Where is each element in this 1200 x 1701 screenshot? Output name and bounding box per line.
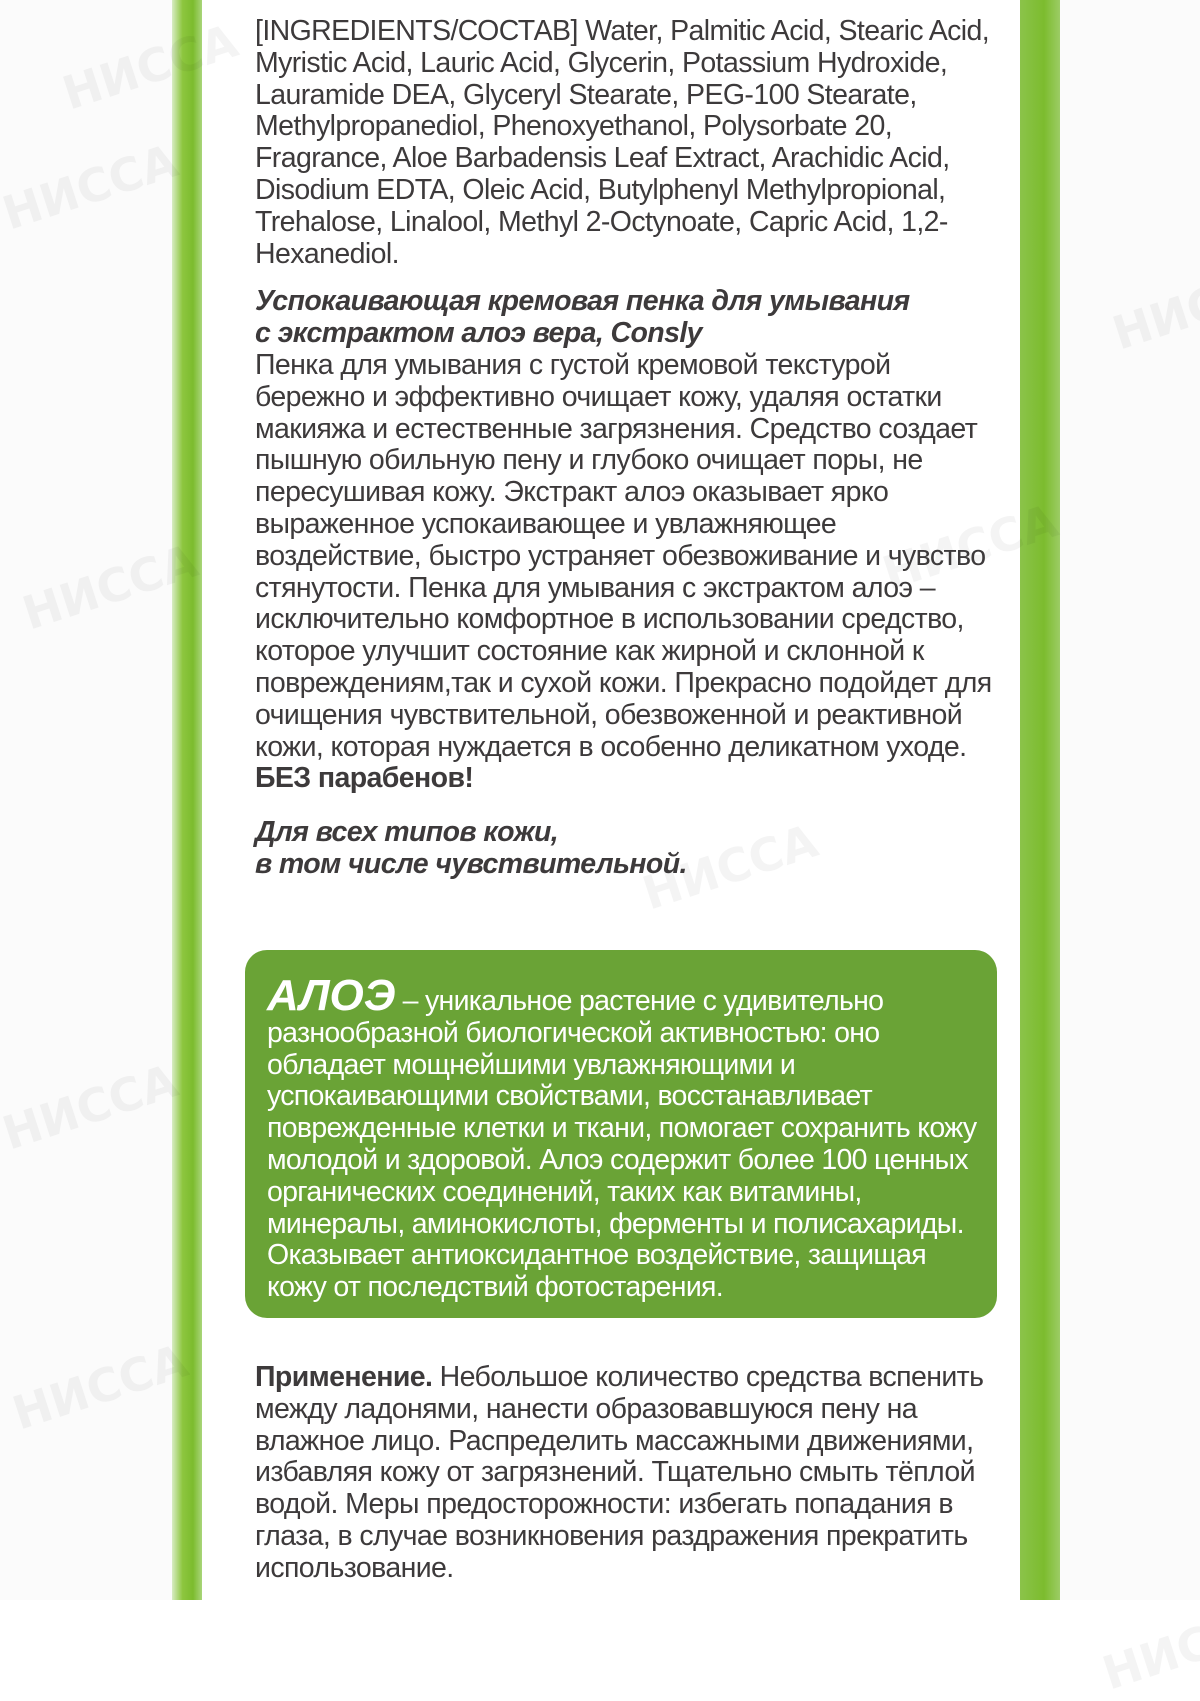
ingredients-text: Water, Palmitic Acid, Stearic Acid, Myristic Acid, Lauric Acid, Glycerin, Potassium Hydroxide, Lauramide DEA, Glyceryl Stearate, PEG-100 Stearate, Methylpropanediol, Phenoxyethanol, Polysorbate 20, Fragrance, Aloe Barbadensis Leaf Extract, Arachidic Acid, Disodium EDTA, Oleic Acid, Butylphenyl Methylpropional, Trehalose, Linalool, Methyl 2-Octynoate, Capric Acid, 1,2-Hexanediol.: [255, 15, 990, 270]
aloe-info-box: [245, 950, 997, 1318]
label-text: [255, 16, 1005, 881]
skin-type: Для всех типов кожи, в том числе чувствительной.: [255, 816, 687, 880]
no-parabens: БЕЗ парабенов!: [255, 762, 474, 795]
aloe-title: АЛОЭ: [267, 971, 396, 1020]
green-stripe-right: [1020, 0, 1060, 1600]
usage-paragraph: [255, 1362, 1005, 1585]
ingredients-paragraph: [255, 16, 1005, 270]
product-description: Пенка для умывания с густой кремовой текстурой бережно и эффективно очищает кожу, удаляя остатки макияжа и естественные загрязнения. Средство создает пышную обильную пену и глубоко очищает поры, не пересушивая кожу. Экстракт алоэ оказывает ярко выраженное успокаивающее и увлажняющее воздействие, быстро устраняет обезвоживание и чувство стянутости. Пенка для умывания с экстрактом алоэ – исключительно комфортное в использовании средство, которое улучшит состояние как жирной и склонной к повреждениям,так и сухой кожи. Прекрасно подойдет для очищения чувствительной, обезвоженной и реактивной кожи, которая нуждается в особенно деликатном уходе. БЕЗ парабенов!: [255, 348, 992, 795]
usage-label: Применение.: [255, 1361, 433, 1393]
background-right: [1060, 0, 1200, 1600]
watermark: [1096, 1593, 1200, 1700]
product-title: Успокаивающая кремовая пенка для умывания с экстрактом алоэ вера, Consly: [255, 285, 910, 350]
aloe-text: – уникальное растение с удивительно разнообразной биологической активностью: оно обладает мощнейшими увлажняющими и успокаивающими свойствами, восстанавливает поврежденные клетки и ткани, помогает сохранить кожу молодой и здоровой. Алоэ содержит более 100 ценных органических соединений, таких как витамины, минералы, аминокислоты, ферменты и полисахариды. Оказывает антиоксидантное воздействие, защищая кожу от последствий фотостарения.: [267, 985, 977, 1304]
usage-text: Небольшое количество средства вспенить между ладонями, нанести образовавшуюся пену на влажное лицо. Распределить массажными движениями, избавляя кожу от загрязнений. Тщательно смыть тёплой водой. Меры предосторожности: избегать попадания в глаза, в случае возникновения раздражения прекратить использование.: [255, 1361, 984, 1584]
ingredients-label: [INGREDIENTS/СОСТАВ]: [255, 15, 578, 47]
